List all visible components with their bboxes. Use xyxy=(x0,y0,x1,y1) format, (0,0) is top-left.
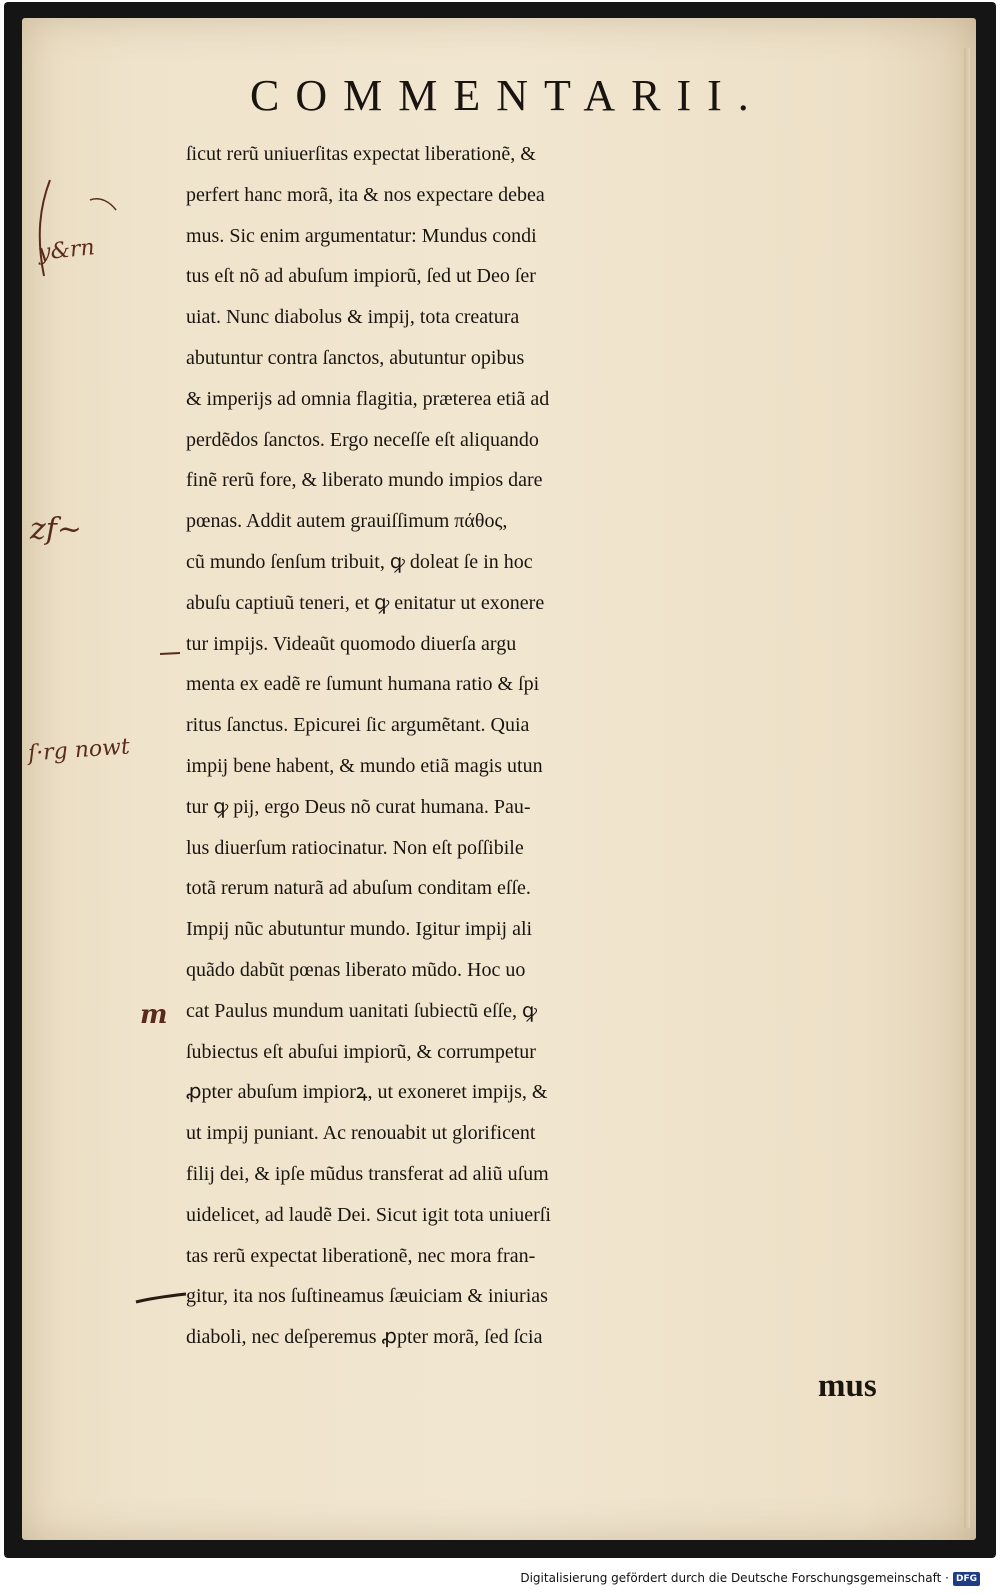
text-line: quãdo dabũt pœnas liberato mũdo. Hoc uo xyxy=(186,958,526,981)
text-line: perfert hanc morã, ita & nos expectare debea xyxy=(186,183,545,206)
text-line: tur ꝙ pij, ergo Deus nõ curat humana. Pau- xyxy=(186,795,531,818)
text-line: perdẽdos ſanctos. Ergo neceſſe eſt aliquando xyxy=(186,428,539,451)
marginal-bracket-mark xyxy=(30,176,130,286)
marginal-note: zf~ xyxy=(30,512,83,547)
text-line: uiat. Nunc diabolus & impij, tota creatura xyxy=(186,306,520,329)
text-line: uidelicet, ad laudẽ Dei. Sicut igit tota uniuerſi xyxy=(186,1203,551,1226)
text-line: Impij nũc abutuntur mundo. Igitur impij ali xyxy=(186,918,533,941)
marginal-note: y&rn xyxy=(36,235,96,266)
text-line: lus diuerſum ratiocinatur. Non eſt poſſibile xyxy=(186,836,524,859)
text-line: & imperijs ad omnia flagitia, præterea etiã ad xyxy=(186,387,550,410)
marginal-note: m xyxy=(140,1000,168,1030)
text-line: ſubiectus eſt abuſui impiorũ, & corrumpetur xyxy=(186,1040,536,1063)
footer xyxy=(0,1566,980,1590)
text-line: tur impijs. Videaũt quomodo diuerſa argu xyxy=(186,632,517,655)
marginal-note: ſ·rg nowt xyxy=(27,734,131,767)
text-line: cat Paulus mundum uanitati ſubiectũ eſſe, ꝙ xyxy=(186,999,538,1022)
catchword: mus xyxy=(818,1368,877,1404)
running-head: COMMENTARII. xyxy=(250,71,765,120)
text-line: tas rerũ expectat liberationẽ, nec mora fran- xyxy=(186,1244,536,1267)
text-line: finẽ rerũ fore, & liberato mundo impios dare xyxy=(186,469,543,492)
text-line: totã rerum naturã ad abuſum conditam eſſe. xyxy=(186,877,531,900)
text-line: pœnas. Addit autem grauiſſimum πάθος, xyxy=(186,510,508,533)
text-line: impij bene habent, & mundo etiã magis utun xyxy=(186,754,543,777)
text-line: cũ mundo ſenſum tribuit, ꝙ doleat ſe in hoc xyxy=(186,550,533,573)
footer-credit: Digitalisierung gefördert durch die Deutsche Forschungsgemeinschaft · xyxy=(520,1571,949,1585)
text-block xyxy=(186,134,916,1358)
text-line: ritus ſanctus. Epicurei ſic argumẽtant. Quia xyxy=(186,714,530,737)
text-line: ſicut rerũ uniuerſitas expectat liberationẽ, & xyxy=(186,143,536,165)
text-line: tus eſt nõ ad abuſum impiorũ, ſed ut Deo ſer xyxy=(186,265,536,288)
text-line: ꝓpter abuſum impiorꝝ, ut exoneret impijs, & xyxy=(186,1081,548,1104)
text-line: abuſu captiuũ teneri, et ꝙ enitatur ut exonere xyxy=(186,591,545,614)
marginal-dash-mark xyxy=(132,1290,192,1310)
text-line: filij dei, & ipſe mũdus transferat ad aliũ uſum xyxy=(186,1162,549,1185)
text-line: diaboli, nec deſperemus ꝓpter morã, ſed ſcia xyxy=(186,1326,543,1349)
text-line: ut impij puniant. Ac renouabit ut glorificent xyxy=(186,1122,536,1145)
text-line: gitur, ita nos ſuſtineamus ſæuiciam & iniurias xyxy=(186,1285,548,1308)
dfg-logo: DFG xyxy=(953,1572,980,1586)
page-edge xyxy=(964,48,970,1528)
text-line: menta ex eadẽ re ſumunt humana ratio & ſpi xyxy=(186,673,540,696)
text-line: abutuntur contra ſanctos, abutuntur opibus xyxy=(186,346,525,369)
marginal-dash-mark xyxy=(158,646,188,660)
text-line: mus. Sic enim argumentatur: Mundus condi xyxy=(186,224,537,247)
